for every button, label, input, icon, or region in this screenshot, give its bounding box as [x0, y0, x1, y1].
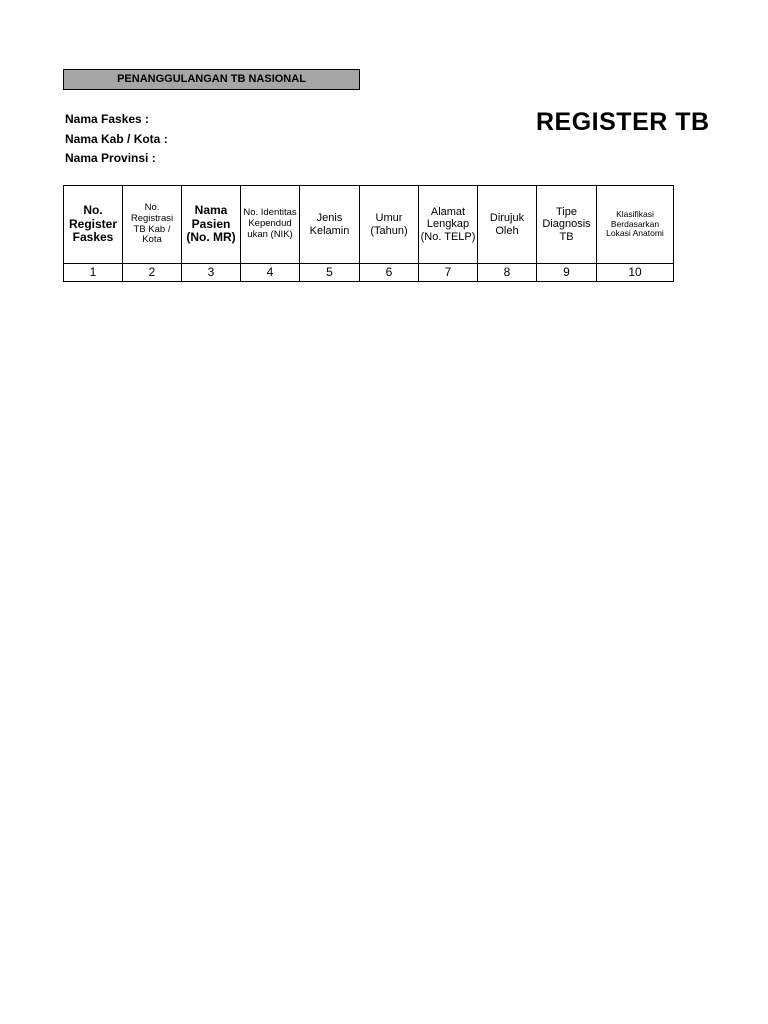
provinsi-label: Nama Provinsi :	[65, 151, 156, 165]
document-title: REGISTER TB	[536, 108, 710, 136]
column-number: 5	[300, 264, 360, 282]
column-header: Dirujuk Oleh	[478, 186, 537, 264]
column-header: No. Register Faskes	[64, 186, 123, 264]
column-number: 9	[537, 264, 597, 282]
column-header: Tipe Diagnosis TB	[537, 186, 597, 264]
column-number: 2	[123, 264, 182, 282]
facility-info	[65, 110, 168, 169]
column-header: No. Registrasi TB Kab / Kota	[123, 186, 182, 264]
column-number: 1	[64, 264, 123, 282]
column-number: 7	[419, 264, 478, 282]
column-header: Klasifikasi Berdasarkan Lokasi Anatomi	[597, 186, 674, 264]
column-header: No. Identitas Kependud ukan (NIK)	[241, 186, 300, 264]
column-number: 8	[478, 264, 537, 282]
column-header: Alamat Lengkap (No. TELP)	[419, 186, 478, 264]
column-header: Nama Pasien (No. MR)	[182, 186, 241, 264]
header-row	[64, 186, 674, 264]
program-title: PENANGGULANGAN TB NASIONAL	[63, 69, 360, 90]
column-number: 6	[360, 264, 419, 282]
column-header: Umur (Tahun)	[360, 186, 419, 264]
column-number: 4	[241, 264, 300, 282]
kab-kota-label: Nama Kab / Kota :	[65, 131, 168, 146]
faskes-label: Nama Faskes :	[65, 112, 150, 126]
column-number: 10	[597, 264, 674, 282]
column-header: Jenis Kelamin	[300, 186, 360, 264]
register-table	[63, 185, 674, 282]
column-number: 3	[182, 264, 241, 282]
column-number-row	[64, 264, 674, 282]
